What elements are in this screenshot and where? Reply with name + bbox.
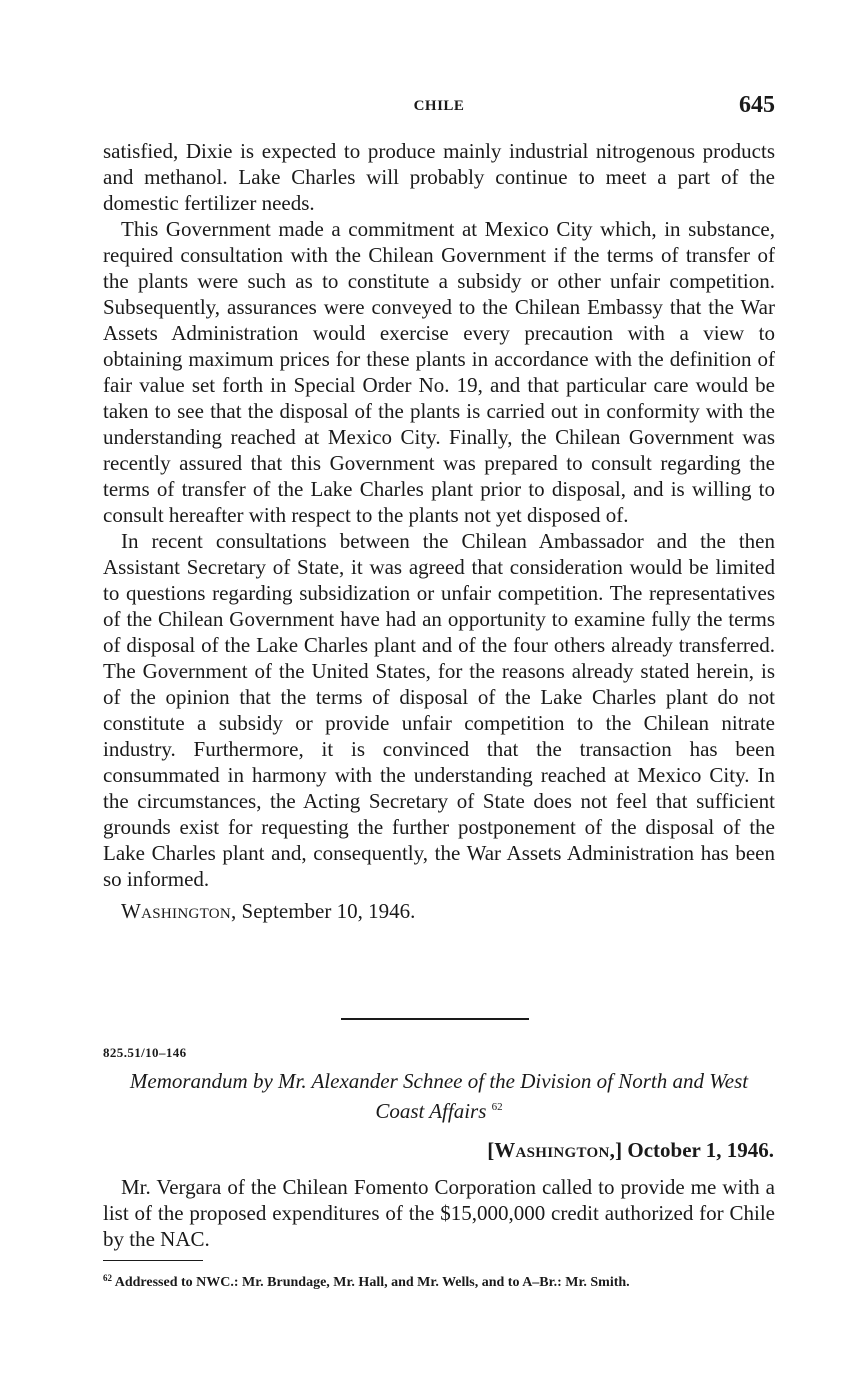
- memo-title: [103, 1068, 775, 1124]
- paragraph-1: satisfied, Dixie is expected to produce mainly industrial nitrogenous products and methanol. Lake Charles will probably continue to meet a part of the domestic fertilizer needs.: [103, 139, 775, 215]
- memo-body: [103, 1174, 775, 1252]
- memo-date: [487, 1138, 774, 1163]
- footnote: [103, 1270, 775, 1291]
- section-divider: [341, 1018, 529, 1020]
- memo-paragraph: Mr. Vergara of the Chilean Fomento Corporation called to provide me with a list of the proposed expenditures of the $15,000,000 credit authorized for Chile by the NAC.: [103, 1175, 775, 1251]
- footnote-number: 62: [103, 1273, 112, 1283]
- memo-date-rest: ] October 1, 1946.: [615, 1138, 774, 1162]
- file-number: 825.51/10–146: [103, 1045, 187, 1060]
- memo-title-text: Memorandum by Mr. Alexander Schnee of the Division of North and West Coast Affairs: [129, 1069, 749, 1123]
- dateline: [103, 898, 775, 924]
- paragraph-3: In recent consultations between the Chilean Ambassador and the then Assistant Secretary of State, it was agreed that consideration would be limited to questions regarding subsidization or unfair competition. The representatives of the Chilean Government have had an opportunity to examine fully the terms of disposal of the Lake Charles plant and of the four others already transferred. The Government of the United States, for the reasons already stated herein, is of the opinion that the terms of disposal of the Lake Charles plant do not constitute a subsidy or provide unfair competition to the Chilean nitrate industry. Furthermore, it is convinced that the transaction has been consummated in harmony with the understanding reached at Mexico City. In the circumstances, the Acting Secretary of State does not feel that sufficient grounds exist for requesting the further postponement of the disposal of the Lake Charles plant and, consequently, the War Assets Administration has been so informed.: [103, 529, 775, 891]
- footnote-text: Addressed to NWC.: Mr. Brundage, Mr. Hall, and Mr. Wells, and to A–Br.: Mr. Smith.: [112, 1275, 630, 1290]
- dateline-place: Washington: [121, 899, 232, 923]
- dateline-date: , September 10, 1946.: [231, 899, 416, 923]
- footnote-rule: [103, 1260, 203, 1261]
- running-head: [103, 92, 775, 122]
- paragraph-2: This Government made a commitment at Mexico City which, in substance, required consultation with the Chilean Government if the terms of transfer of the plants were such as to constitute a subsidy or other unfair competition. Subsequently, assurances were conveyed to the Chilean Embassy that the War Assets Administration would exercise every precaution with a view to obtaining maximum prices for these plants in accordance with the definition of fair value set forth in Special Order No. 19, and that particular care would be taken to see that the disposal of the plants is carried out in conformity with the understanding reached at Mexico City. Finally, the Chilean Government was recently assured that this Government was prepared to consult regarding the terms of transfer of the Lake Charles plant prior to disposal, and is willing to consult hereafter with respect to the plants not yet disposed of.: [103, 217, 775, 527]
- footnote-reference: 62: [491, 1101, 503, 1113]
- running-head-title: CHILE: [413, 98, 465, 114]
- page-number: 645: [739, 92, 775, 118]
- memo-date-bracket-open: [: [487, 1138, 495, 1162]
- memo-date-place: Washington,: [494, 1138, 616, 1162]
- main-text: [103, 138, 775, 924]
